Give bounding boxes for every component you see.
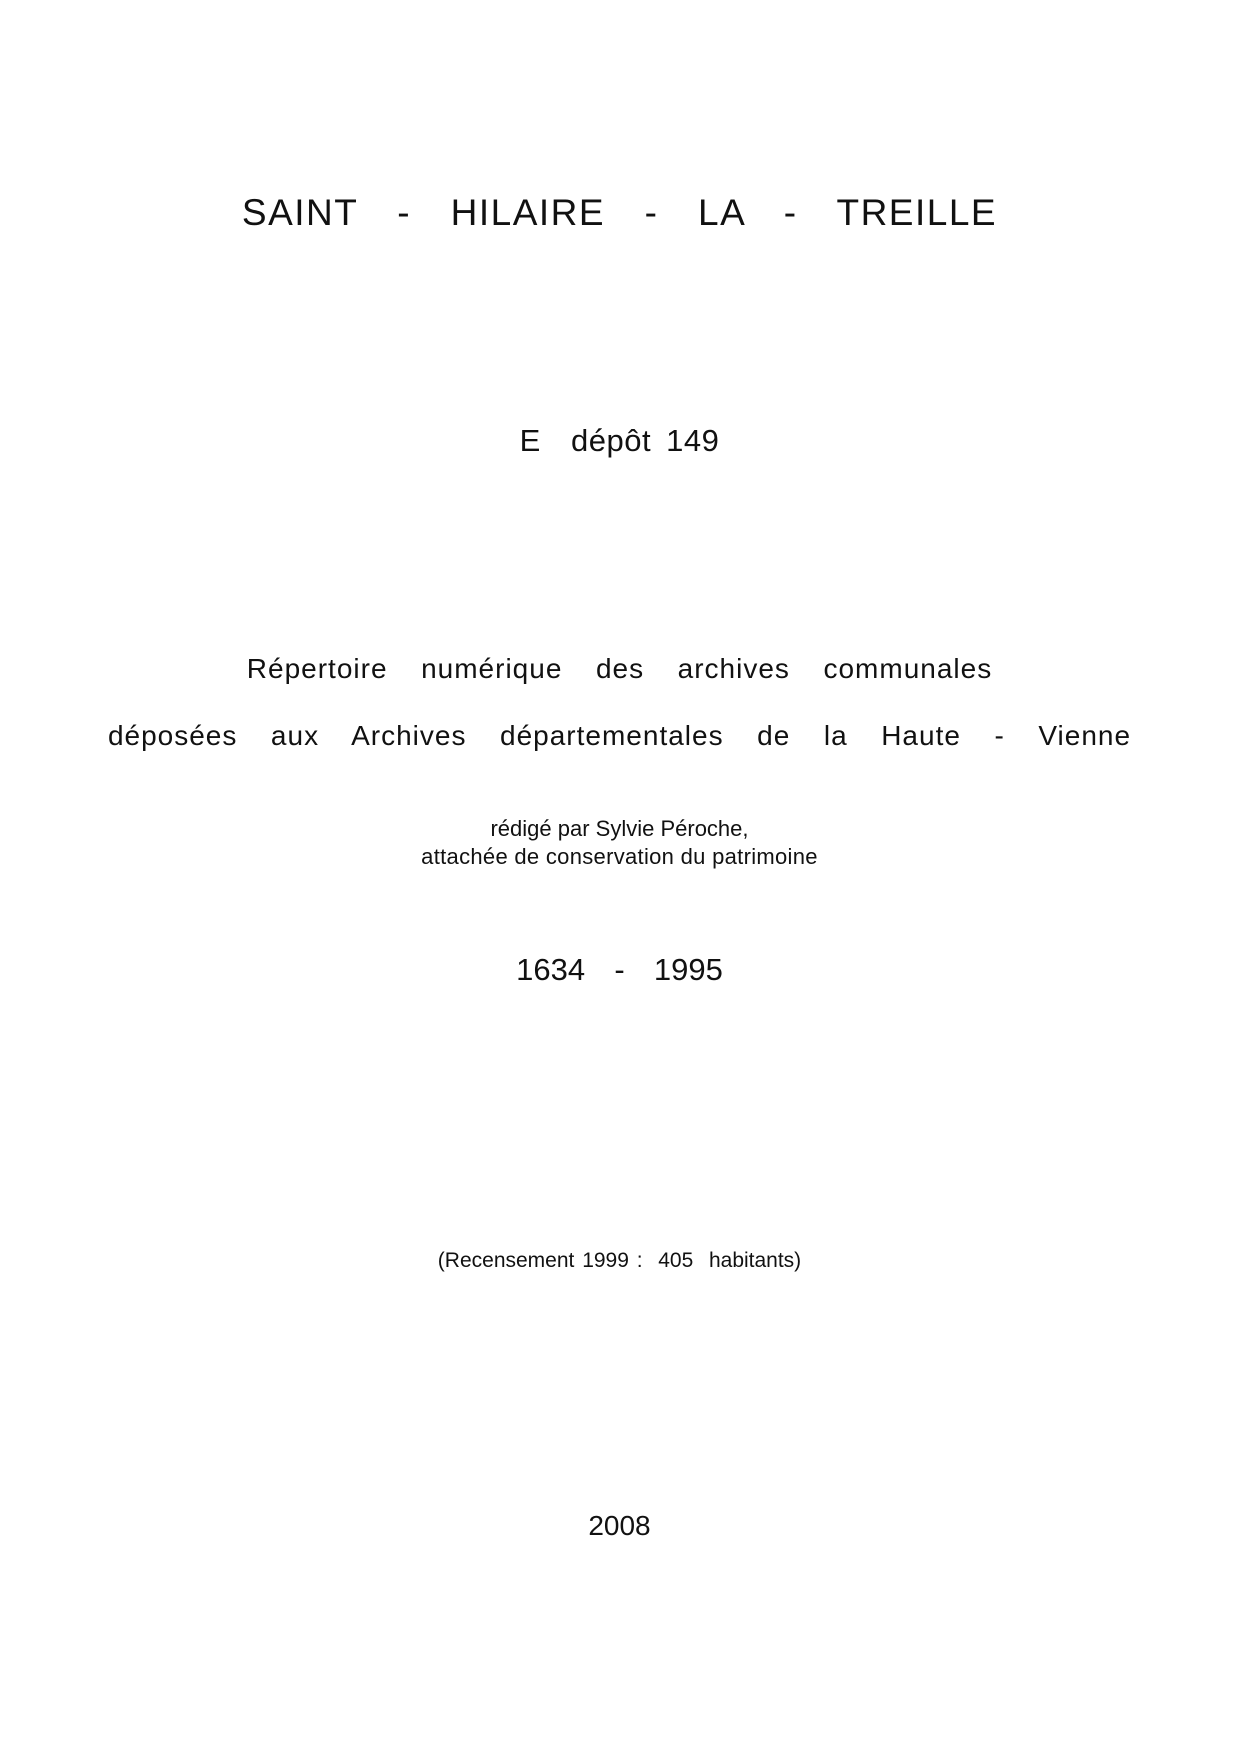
publication-year: 2008 <box>588 1510 651 1541</box>
subtitle-line-2: déposées aux Archives départementales de la Haute - Vienne <box>107 720 1132 751</box>
author-line-2: attachée de conservation du patrimoine <box>421 844 818 869</box>
census-note: (Recensement 1999 : 405 habitants) <box>437 1249 802 1272</box>
subtitle-line-1: Répertoire numérique des archives communales <box>246 653 993 684</box>
author-line-1: rédigé par Sylvie Péroche, <box>490 816 749 841</box>
commune-title: SAINT - HILAIRE - LA - TREILLE <box>241 192 998 233</box>
date-range: 1634 - 1995 <box>516 952 723 987</box>
depot-reference: E dépôt 149 <box>519 423 720 458</box>
